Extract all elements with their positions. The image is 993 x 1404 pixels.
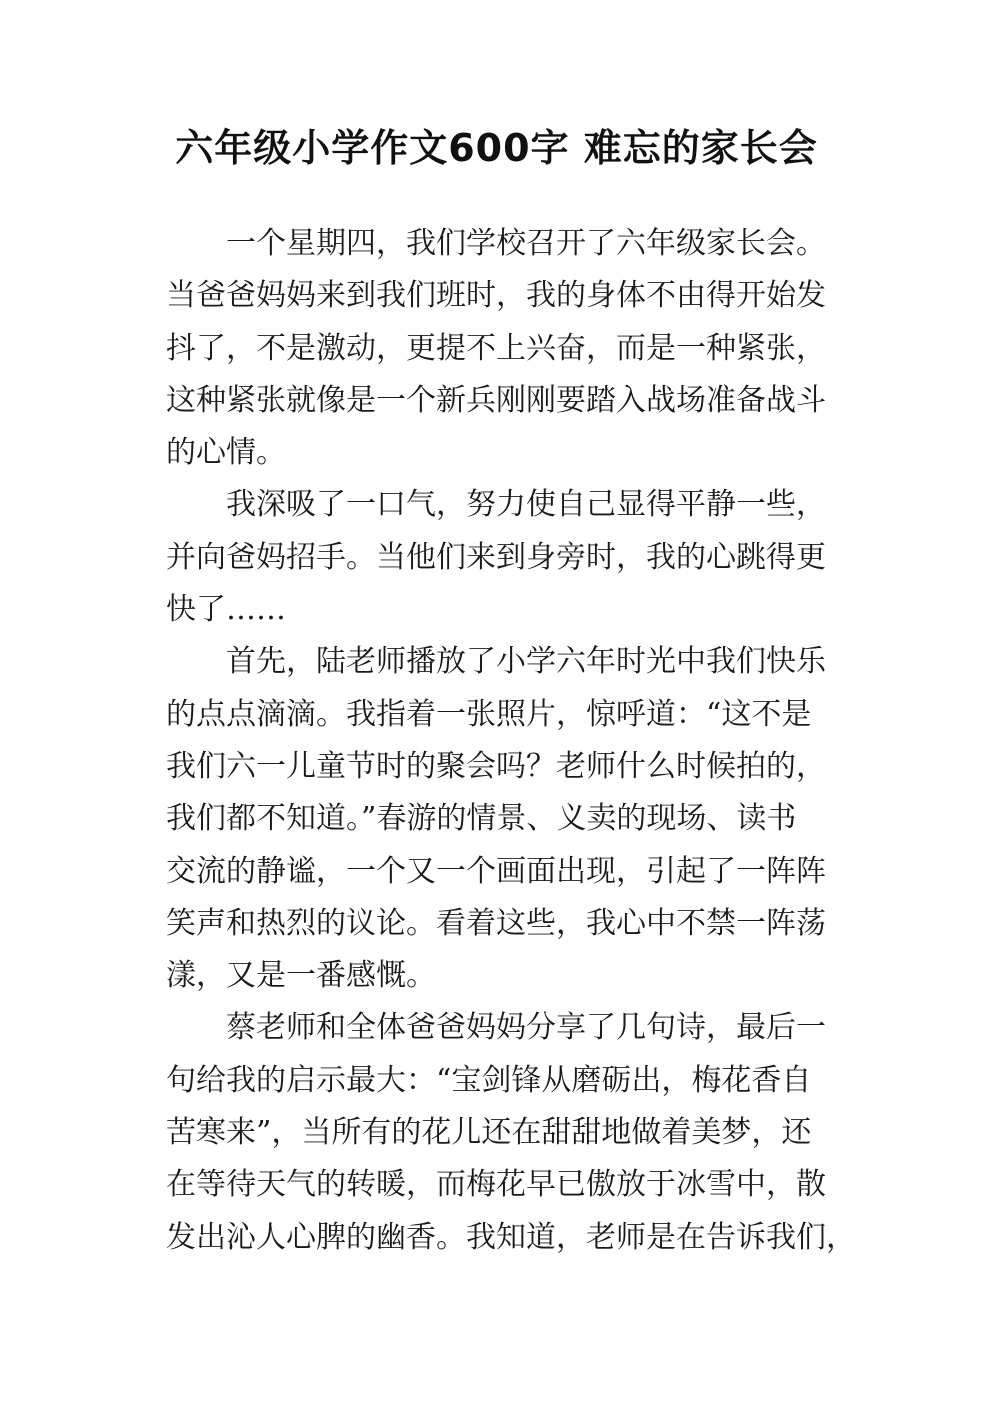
text-line: 的心情。	[166, 435, 286, 471]
text-line: 我们都不知道。”春游的情景、义卖的现场、读书	[166, 801, 797, 837]
text-line: 句给我的启示最大：“宝剑锋从磨砺出，梅花香自	[166, 1062, 812, 1098]
text-line: 当爸爸妈妈来到我们班时，我的身体不由得开始发	[166, 278, 826, 314]
text-line: 我们六一儿童节时的聚会吗？老师什么时候拍的，	[166, 748, 826, 784]
text-line: 首先，陆老师播放了小学六年时光中我们快乐	[226, 644, 826, 680]
document-body	[166, 218, 856, 1264]
text-line: 在等待天气的转暖，而梅花早已傲放于冰雪中，散	[166, 1167, 826, 1203]
text-line: 快了……	[166, 592, 286, 628]
text-line: 苦寒来”，当所有的花儿还在甜甜地做着美梦，还	[166, 1115, 812, 1151]
text-line: 交流的静谧，一个又一个画面出现，引起了一阵阵	[166, 853, 826, 889]
text-line: 笑声和热烈的议论。看着这些，我心中不禁一阵荡	[166, 905, 826, 941]
text-line: 抖了，不是激动，更提不上兴奋，而是一种紧张，	[166, 330, 826, 366]
text-line: 我深吸了一口气，努力使自己显得平静一些，	[226, 487, 826, 523]
text-line: 并向爸妈招手。当他们来到身旁时，我的心跳得更	[166, 539, 826, 575]
text-line: 蔡老师和全体爸爸妈妈分享了几句诗，最后一	[226, 1010, 826, 1046]
document-title: 六年级小学作文600字 难忘的家长会	[175, 126, 818, 170]
text-line: 漾，又是一番感慨。	[166, 958, 436, 994]
text-line: 这种紧张就像是一个新兵刚刚要踏入战场准备战斗	[166, 382, 826, 418]
text-line: 发出沁人心脾的幽香。我知道，老师是在告诉我们，	[166, 1219, 856, 1255]
text-line: 的点点滴滴。我指着一张照片，惊呼道：“这不是	[166, 696, 812, 732]
text-line: 一个星期四，我们学校召开了六年级家长会。	[226, 226, 826, 261]
